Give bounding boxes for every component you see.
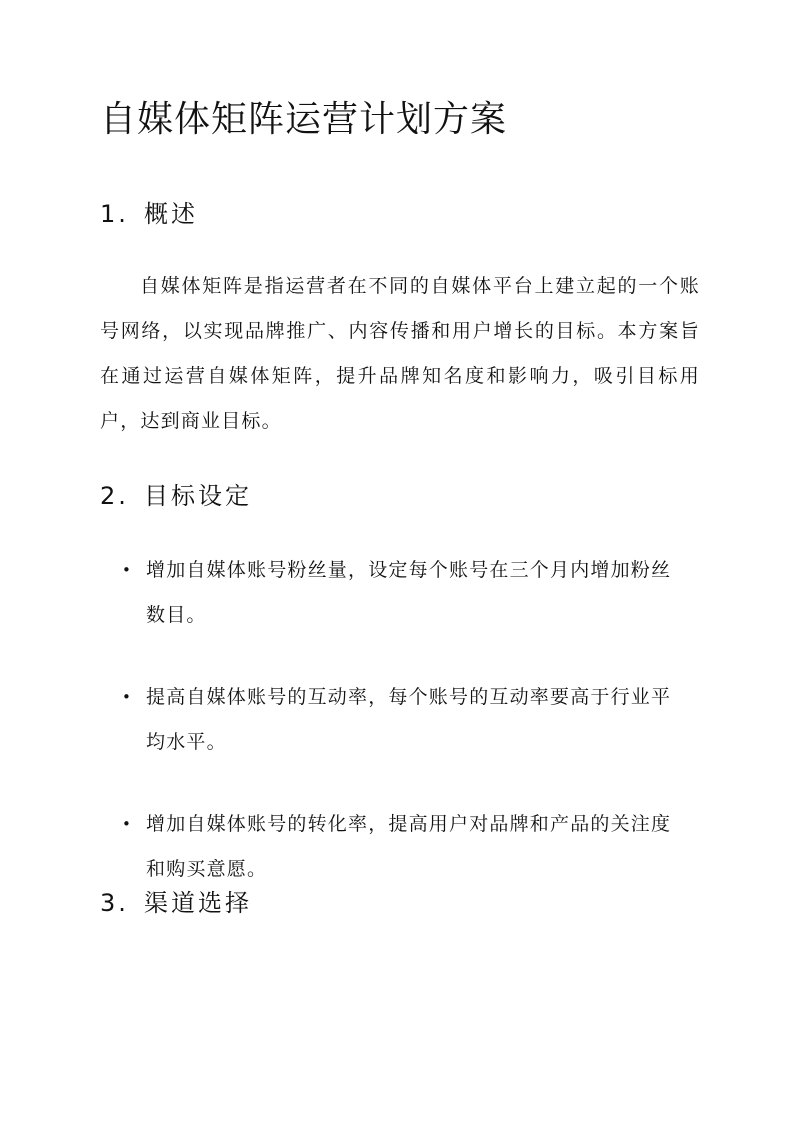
section-number: 1. xyxy=(100,200,129,228)
list-item xyxy=(100,675,691,765)
section-heading-channels xyxy=(100,887,252,919)
section-number: 2. xyxy=(100,482,129,510)
list-item xyxy=(100,802,691,892)
section-heading-overview xyxy=(100,198,198,230)
goal-list xyxy=(100,548,700,929)
list-item-text: 增加自媒体账号的转化率，提高用户对品牌和产品的关注度和购买意愿。 xyxy=(146,813,672,880)
list-item xyxy=(100,548,691,638)
bullet-icon: • xyxy=(122,815,133,833)
document-title: 自媒体矩阵运营计划方案 xyxy=(100,99,508,140)
overview-paragraph: 自媒体矩阵是指运营者在不同的自媒体平台上建立起的一个账号网络，以实现品牌推广、内容传播和用户增长的目标。本方案旨在通过运营自媒体矩阵，提升品牌知名度和影响力，吸引目标用户，达到商业目标。 xyxy=(100,275,700,432)
bullet-icon: • xyxy=(122,561,133,579)
section-title: 目标设定 xyxy=(144,482,252,510)
list-item-text: 提高自媒体账号的互动率，每个账号的互动率要高于行业平均水平。 xyxy=(146,686,672,753)
section-title: 概述 xyxy=(144,200,198,228)
list-item-text: 增加自媒体账号粉丝量，设定每个账号在三个月内增加粉丝数目。 xyxy=(146,559,672,626)
section-title: 渠道选择 xyxy=(144,889,252,917)
bullet-icon: • xyxy=(122,688,133,706)
section-number: 3. xyxy=(100,889,129,917)
section-heading-goals xyxy=(100,480,252,512)
